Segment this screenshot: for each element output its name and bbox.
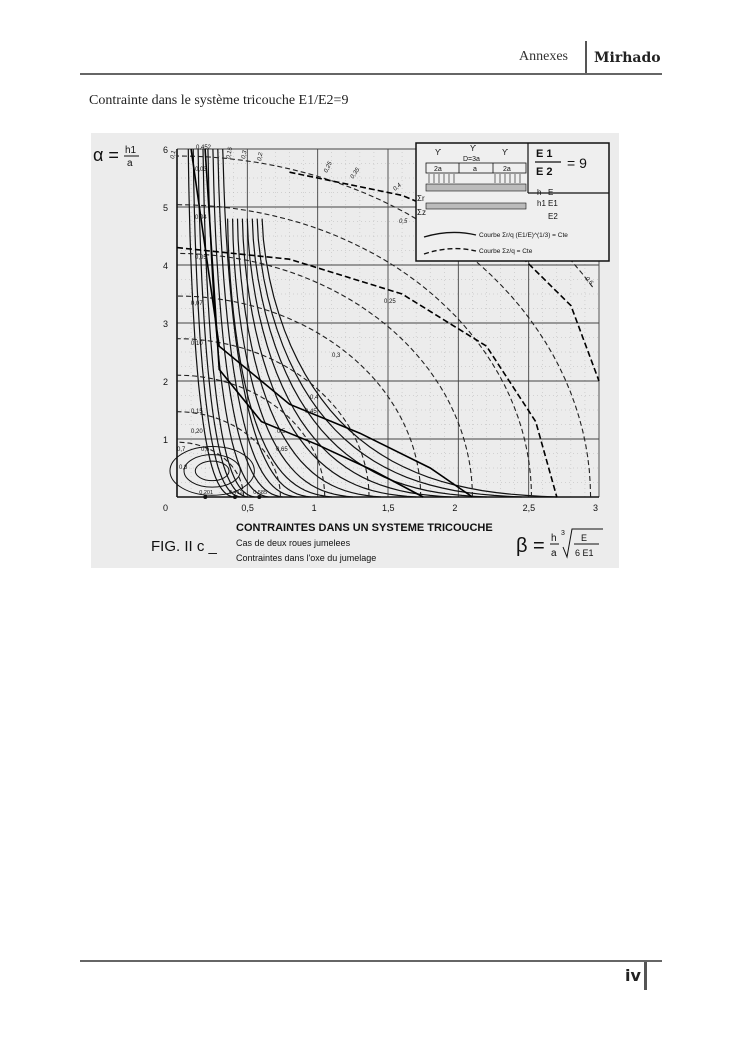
- inset-layer-E: E: [548, 188, 554, 197]
- inset-layer-h: h: [537, 188, 542, 197]
- inset-sigma-r: Σr: [417, 194, 425, 203]
- alpha-symbol: α =: [93, 145, 119, 165]
- wheel-left: ϒ: [435, 148, 442, 157]
- beta-denominator-a: a: [551, 548, 557, 559]
- x-tick-label: 1,5: [382, 503, 395, 513]
- inset-left-width: 2a: [434, 166, 442, 173]
- inset-legend: [416, 143, 609, 261]
- beta-root-num: E: [581, 533, 588, 543]
- curve-label: 0,8: [179, 465, 188, 471]
- curve-label: 0,15: [191, 409, 203, 415]
- inset-layer-h1: h1: [537, 199, 546, 208]
- y-tick-label: 5: [163, 203, 169, 213]
- footer-rule: [80, 960, 662, 962]
- curve-label: 0,6: [201, 447, 210, 453]
- curve-label: 0,7: [177, 447, 186, 453]
- header-rule: [80, 73, 662, 75]
- header-separator: [585, 41, 587, 73]
- curve-label: 0,03: [195, 167, 207, 173]
- curve-label: 0,35: [349, 167, 362, 181]
- x-tick-label: 3: [593, 503, 599, 513]
- x-tick-label: 2,5: [522, 503, 536, 513]
- curve-label: 0,20: [191, 429, 203, 435]
- curve-label: 0,3: [241, 150, 249, 160]
- curve-label: 0,3: [332, 353, 341, 359]
- curve-label: 0,1: [170, 150, 178, 160]
- wheel-right: ϒ: [502, 148, 509, 157]
- chart-title: CONTRAINTES DANS UN SYSTEME TRICOUCHE: [236, 522, 493, 534]
- y-tick-label: 2: [163, 377, 169, 387]
- curve-label: 0,45: [305, 409, 317, 415]
- curve-label: 0,15: [226, 146, 234, 160]
- x-point-label: 0,412: [228, 490, 243, 496]
- ratio-value: = 9: [567, 155, 587, 171]
- stress-chart: [91, 133, 619, 568]
- x-point-label: 0,201: [199, 490, 214, 496]
- curve-label: 0,2: [257, 152, 265, 162]
- footer-separator: [644, 962, 647, 990]
- x-tick-label: 2: [452, 503, 458, 513]
- y-tick-label: 1: [163, 435, 169, 445]
- y-tick-label: 3: [163, 319, 169, 329]
- curve-label: 0,65: [276, 447, 288, 453]
- curve-label: 0,4: [310, 395, 319, 401]
- y-tick-label: 6: [163, 145, 169, 155]
- inset-right-width: 2a: [503, 166, 511, 173]
- curve-label: 0,10: [191, 341, 203, 347]
- curve-label: 0,452: [196, 145, 212, 151]
- stress-chart-figure: [91, 133, 619, 568]
- beta-symbol: β =: [516, 535, 545, 557]
- curve-label: 0,5: [277, 429, 286, 435]
- curve-label: 0,4: [392, 182, 403, 193]
- inset-layer-E1: E1: [548, 199, 558, 208]
- chart-subtitle-2: Contraintes dans l'oxe du jumelage: [236, 553, 377, 563]
- beta-root-index: 3: [561, 530, 565, 537]
- curve-label: 0,25: [384, 299, 396, 305]
- curve-label: 0,5: [399, 219, 408, 225]
- x-point-label: 0,585: [253, 490, 268, 496]
- ratio-numerator: E 1: [536, 148, 553, 160]
- page-number: iv: [625, 966, 641, 985]
- curve-label: 0,04: [195, 215, 207, 221]
- header-author: Mirhado: [594, 50, 661, 66]
- inset-center-width: a: [473, 166, 477, 173]
- curve-label: 0,05: [195, 255, 207, 261]
- beta-root-den: 6 E1: [575, 548, 594, 558]
- inset-sigma-z: Σz: [417, 208, 426, 217]
- chart-subtitle-1: Cas de deux roues jumelees: [236, 538, 351, 548]
- legend-solid-text: Courbe Σr/q (E1/E)^(1/3) = Cte: [479, 232, 568, 239]
- inset-layer-E2: E2: [548, 212, 558, 221]
- legend-dashed-text: Courbe Σz/q = Cte: [479, 248, 533, 255]
- inset-load-label: D=3a: [463, 156, 480, 163]
- x-tick-label: 1: [311, 503, 317, 513]
- curve-label: 0,6: [583, 276, 594, 287]
- ratio-denominator: E 2: [536, 166, 553, 178]
- x-tick-label: 0: [163, 503, 169, 513]
- fig-label: FIG. II c _: [151, 538, 217, 555]
- x-tick-label: 0,5: [241, 503, 254, 513]
- alpha-numerator: h1: [125, 145, 137, 156]
- curve-label: 0,25: [323, 160, 334, 174]
- curve-label: 0,07: [191, 301, 203, 307]
- y-tick-label: 4: [163, 261, 169, 271]
- figure-caption: Contrainte dans le système tricouche E1/E2=9: [89, 93, 349, 108]
- wheel-center: ϒ: [470, 144, 477, 153]
- alpha-denominator: a: [127, 158, 133, 169]
- beta-numerator-h: h: [551, 533, 557, 544]
- header-section: Annexes: [519, 49, 568, 64]
